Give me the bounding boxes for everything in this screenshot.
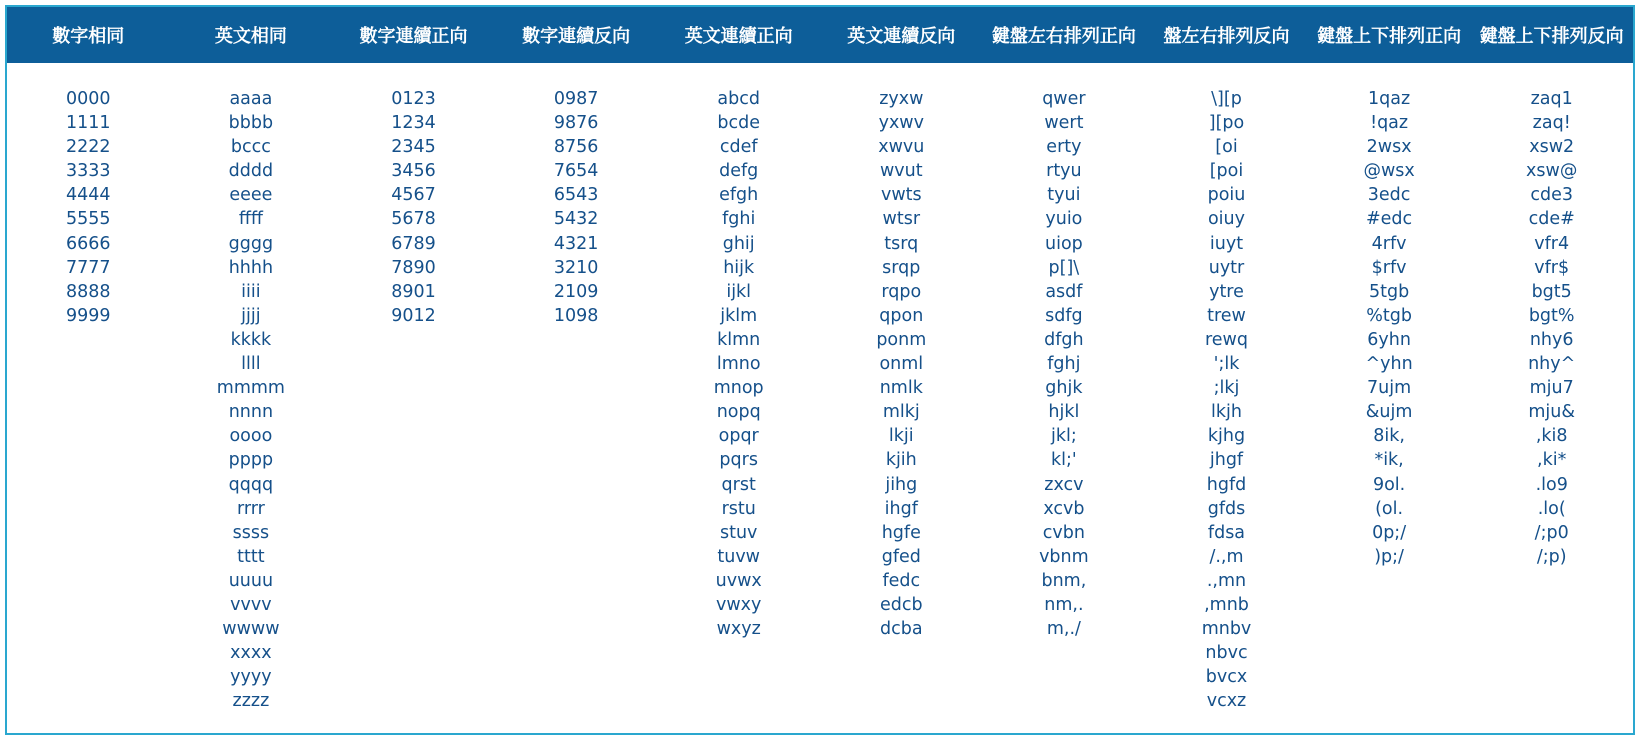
pattern-entry: vwts [880, 185, 922, 206]
pattern-entry: /.,m [1209, 546, 1244, 567]
pattern-entry: 6789 [391, 233, 436, 254]
pattern-entry: [oi [1215, 137, 1238, 158]
pattern-entry: [poi [1209, 161, 1244, 182]
pattern-entry: \][p [1211, 89, 1242, 109]
pattern-entry: vvvv [230, 594, 272, 615]
pattern-entry: ghij [722, 233, 755, 254]
pattern-entry: nbvc [1205, 643, 1248, 664]
pattern-entry: &ujm [1365, 402, 1413, 423]
pattern-entry: onml [879, 354, 924, 375]
pattern-entry: ,ki8 [1535, 426, 1568, 447]
pattern-entry: tsrq [884, 233, 919, 254]
pattern-entry: oiuy [1207, 209, 1245, 230]
pattern-entry: mju& [1528, 402, 1576, 423]
pattern-entry: erty [1046, 137, 1082, 158]
pattern-entry: aaaa [229, 89, 273, 109]
pattern-entry: 8756 [553, 137, 599, 158]
pattern-entry: uytr [1208, 257, 1245, 278]
pattern-entry: ffff [238, 209, 263, 230]
pattern-entry: yuio [1045, 209, 1083, 230]
pattern-entry: 2222 [66, 137, 111, 158]
pattern-entry: uvwx [715, 570, 762, 591]
pattern-entry: eeee [229, 185, 273, 206]
pattern-entry: kjih [885, 450, 917, 471]
pattern-entry: 4567 [391, 185, 436, 206]
column-header: 英文連續正向 [684, 26, 793, 47]
pattern-entry: 0123 [391, 89, 436, 109]
pattern-entry: uiop [1045, 233, 1083, 254]
pattern-entry: bvcx [1205, 667, 1248, 688]
pattern-entry: cdef [719, 137, 758, 158]
pattern-entry: nmlk [879, 378, 923, 399]
pattern-entry: (ol. [1375, 498, 1404, 519]
pattern-entry: ][po [1208, 113, 1245, 134]
pattern-column [170, 87, 333, 713]
pattern-entry: 2wsx [1366, 137, 1412, 158]
pattern-entry: yxwv [878, 113, 924, 134]
pattern-entry: cde3 [1530, 185, 1574, 206]
pattern-entry: xcvb [1043, 498, 1085, 519]
pattern-entry: asdf [1045, 281, 1083, 302]
pattern-entry: zyxw [879, 89, 924, 109]
pattern-entry: wvut [879, 161, 923, 182]
pattern-entry: rtyu [1046, 161, 1082, 182]
pattern-entry: bccc [230, 137, 271, 158]
pattern-entry: 2345 [391, 137, 436, 158]
pattern-entry: gfed [881, 546, 921, 567]
pattern-entry: 5678 [391, 209, 436, 230]
pattern-entry: 3333 [66, 161, 111, 182]
pattern-entry: xxxx [230, 643, 272, 664]
pattern-entry: abcd [717, 89, 760, 109]
pattern-entry: 6666 [66, 233, 111, 254]
pattern-entry: ,ki* [1537, 450, 1567, 471]
pattern-entry: kjhg [1207, 426, 1246, 447]
pattern-entry: llll [241, 354, 261, 375]
pattern-entry: bgt5 [1531, 281, 1572, 302]
pattern-entry: wert [1044, 113, 1084, 134]
pattern-entry: #edc [1366, 209, 1413, 230]
pattern-column [820, 87, 983, 713]
pattern-entry: ;lkj [1213, 378, 1240, 399]
pattern-entry: /;p) [1536, 546, 1567, 567]
pattern-entry: cvbn [1042, 522, 1085, 543]
pattern-entry: mmmm [216, 378, 285, 399]
pattern-entry: nm,. [1044, 594, 1084, 615]
pattern-entry: ghjk [1045, 378, 1083, 399]
column-header: 英文連續反向 [847, 26, 956, 47]
pattern-entry: ^yhn [1365, 354, 1413, 375]
table-body [7, 63, 1633, 713]
pattern-entry: gfds [1207, 498, 1246, 519]
pattern-entry: bcde [717, 113, 760, 134]
pattern-entry: gggg [228, 233, 274, 254]
pattern-entry: m,./ [1046, 619, 1081, 640]
pattern-entry: hgfd [1206, 474, 1247, 495]
pattern-entry: 4rfv [1371, 233, 1407, 254]
column-header: 英文相同 [214, 26, 287, 47]
pattern-entry: klmn [717, 329, 761, 350]
pattern-column [332, 87, 495, 713]
pattern-entry: .lo9 [1535, 474, 1568, 495]
pattern-entry: vbnm [1039, 546, 1089, 567]
pattern-entry: mlkj [882, 402, 920, 423]
pattern-entry: oooo [229, 426, 273, 447]
pattern-entry: xsw2 [1529, 137, 1575, 158]
pattern-entry: 4444 [66, 185, 111, 206]
pattern-entry: vcxz [1206, 691, 1247, 712]
pattern-entry: hjkl [1048, 402, 1080, 423]
pattern-entry: srqp [882, 257, 921, 278]
pattern-entry: pqrs [719, 450, 758, 471]
pattern-entry: 5555 [66, 209, 111, 230]
pattern-entry: efgh [719, 185, 759, 206]
pattern-entry: /;p0 [1534, 522, 1569, 543]
pattern-entry: dcba [880, 619, 923, 640]
pattern-entry: .,mn [1206, 570, 1247, 591]
pattern-entry: *ik, [1374, 450, 1404, 471]
pattern-entry: ponm [876, 329, 927, 350]
pattern-entry: hhhh [228, 257, 274, 278]
column-header: 鍵盤上下排列反向 [1479, 26, 1624, 47]
pattern-entry: opqr [718, 426, 759, 447]
pattern-entry: 9ol. [1372, 474, 1406, 495]
pattern-entry: fedc [882, 570, 921, 591]
pattern-entry: qqqq [228, 474, 274, 495]
pattern-entry: trew [1207, 305, 1246, 326]
pattern-entry: 0987 [553, 89, 599, 109]
pattern-entry: iuyt [1209, 233, 1244, 254]
pattern-entry: zzzz [232, 691, 270, 712]
pattern-entry: stuv [719, 522, 758, 543]
column-header: 數字連續正向 [359, 26, 468, 47]
pattern-entry: ytre [1209, 281, 1244, 302]
pattern-entry: 9876 [553, 113, 599, 134]
pattern-entry: xwvu [878, 137, 925, 158]
pattern-entry: 5432 [553, 209, 599, 230]
pattern-entry: rrrr [236, 498, 265, 519]
pattern-entry: mnop [713, 378, 764, 399]
pattern-entry: zaq! [1532, 113, 1571, 134]
pattern-column [495, 87, 658, 713]
pattern-column [1308, 87, 1471, 713]
pattern-entry: ijkl [726, 281, 752, 302]
pattern-entry: vfr$ [1534, 257, 1570, 278]
pattern-column [7, 87, 170, 713]
pattern-entry: 3210 [553, 257, 599, 278]
pattern-entry: %tgb [1366, 305, 1412, 326]
pattern-entry: tyui [1047, 185, 1081, 206]
pattern-entry: jhgf [1209, 450, 1244, 471]
pattern-entry: wxyz [716, 619, 761, 640]
column-header: 盤左右排列反向 [1163, 26, 1290, 47]
pattern-entry: nhy6 [1529, 329, 1574, 350]
pattern-entry: bbbb [228, 113, 274, 134]
pattern-entry: .lo( [1537, 498, 1566, 519]
column-header: 鍵盤左右排列正向 [991, 26, 1136, 47]
pattern-entry: bnm, [1041, 570, 1087, 591]
pattern-entry: 2109 [553, 281, 599, 302]
table-header [7, 7, 1633, 63]
pattern-entry: zaq1 [1530, 89, 1573, 109]
pattern-entry: 3edc [1367, 185, 1411, 206]
column-header: 數字相同 [52, 26, 125, 47]
pattern-entry: poiu [1207, 185, 1246, 206]
column-header: 數字連續反向 [522, 26, 631, 47]
pattern-entry: )p;/ [1374, 546, 1404, 567]
pattern-entry: dddd [228, 161, 274, 182]
pattern-entry: kl;' [1051, 450, 1077, 471]
pattern-entry: sdfg [1045, 305, 1083, 326]
pattern-entry: 8888 [66, 281, 111, 302]
pattern-entry: 1qaz [1368, 89, 1411, 109]
pattern-entry: dfgh [1044, 329, 1084, 350]
pattern-entry: rewq [1204, 329, 1248, 350]
pattern-entry: wwww [222, 619, 280, 640]
pattern-entry: defg [719, 161, 759, 182]
pattern-entry: xsw@ [1526, 161, 1578, 182]
pattern-entry: 5tgb [1368, 281, 1410, 302]
pattern-entry: edcb [879, 594, 923, 615]
pattern-entry: yyyy [230, 667, 272, 688]
pattern-entry: nopq [716, 402, 761, 423]
pattern-entry: tttt [237, 546, 265, 567]
pattern-entry: mju7 [1529, 378, 1574, 399]
pattern-column [983, 87, 1146, 713]
pattern-entry: 7890 [391, 257, 436, 278]
pattern-entry: @wsx [1363, 161, 1415, 182]
pattern-column [1145, 87, 1308, 713]
pattern-entry: 0p;/ [1372, 522, 1407, 543]
pattern-entry: lmno [716, 354, 761, 375]
pattern-entry: wtsr [882, 209, 921, 230]
pattern-entry: rstu [721, 498, 756, 519]
pattern-entry: fghi [722, 209, 756, 230]
pattern-entry: 7654 [553, 161, 599, 182]
pattern-entry: nhy^ [1528, 354, 1576, 375]
pattern-entry: qrst [721, 474, 756, 495]
pattern-entry: lkjh [1211, 402, 1242, 423]
pattern-column [1470, 87, 1633, 713]
pattern-entry: bgt% [1528, 305, 1575, 326]
pattern-entry: ';lk [1213, 354, 1240, 375]
pattern-entry: jkl; [1051, 426, 1077, 447]
pattern-entry: rqpo [881, 281, 922, 302]
pattern-entry: !qaz [1370, 113, 1409, 134]
pattern-entry: 8ik, [1373, 426, 1405, 447]
pattern-entry: lkji [888, 426, 914, 447]
pattern-entry: ,mnb [1204, 594, 1249, 615]
pattern-entry: $rfv [1371, 257, 1407, 278]
pattern-entry: ssss [232, 522, 270, 543]
pattern-entry: mnbv [1201, 619, 1252, 640]
pattern-entry: iiii [241, 281, 261, 302]
pattern-entry: kkkk [230, 329, 272, 350]
pattern-entry: hijk [723, 257, 755, 278]
pattern-entry: hgfe [881, 522, 921, 543]
pattern-entry: jjjj [241, 305, 261, 326]
pattern-entry: fdsa [1207, 522, 1246, 543]
pattern-entry: nnnn [228, 402, 274, 423]
pattern-entry: 9999 [66, 305, 111, 326]
pattern-entry: fghj [1047, 354, 1081, 375]
pattern-entry: zxcv [1044, 474, 1084, 495]
pattern-entry: 6543 [553, 185, 599, 206]
column-header: 鍵盤上下排列正向 [1317, 26, 1462, 47]
pattern-entry: jihg [885, 474, 918, 495]
pattern-entry: 3456 [391, 161, 436, 182]
pattern-entry: cde# [1528, 209, 1575, 230]
pattern-entry: vwxy [716, 594, 762, 615]
pattern-entry: 9012 [391, 305, 436, 326]
pattern-entry: 1098 [553, 305, 599, 326]
pattern-entry: 0000 [66, 89, 111, 109]
pattern-entry: pppp [228, 450, 274, 471]
pattern-entry: 8901 [391, 281, 436, 302]
pattern-entry: 1111 [66, 113, 111, 134]
password-pattern-table [5, 5, 1635, 735]
pattern-entry: qpon [879, 305, 924, 326]
pattern-entry: p[]\ [1048, 257, 1080, 278]
pattern-column [657, 87, 820, 713]
pattern-entry: 6yhn [1367, 329, 1411, 350]
pattern-entry: jklm [720, 305, 758, 326]
pattern-entry: 1234 [391, 113, 436, 134]
pattern-entry: qwer [1042, 89, 1086, 109]
pattern-entry: ihgf [884, 498, 918, 519]
pattern-entry: vfr4 [1534, 233, 1570, 254]
pattern-entry: uuuu [228, 570, 274, 591]
pattern-entry: tuvw [717, 546, 760, 567]
pattern-entry: 7777 [66, 257, 111, 278]
pattern-entry: 4321 [553, 233, 599, 254]
pattern-entry: 7ujm [1367, 378, 1412, 399]
